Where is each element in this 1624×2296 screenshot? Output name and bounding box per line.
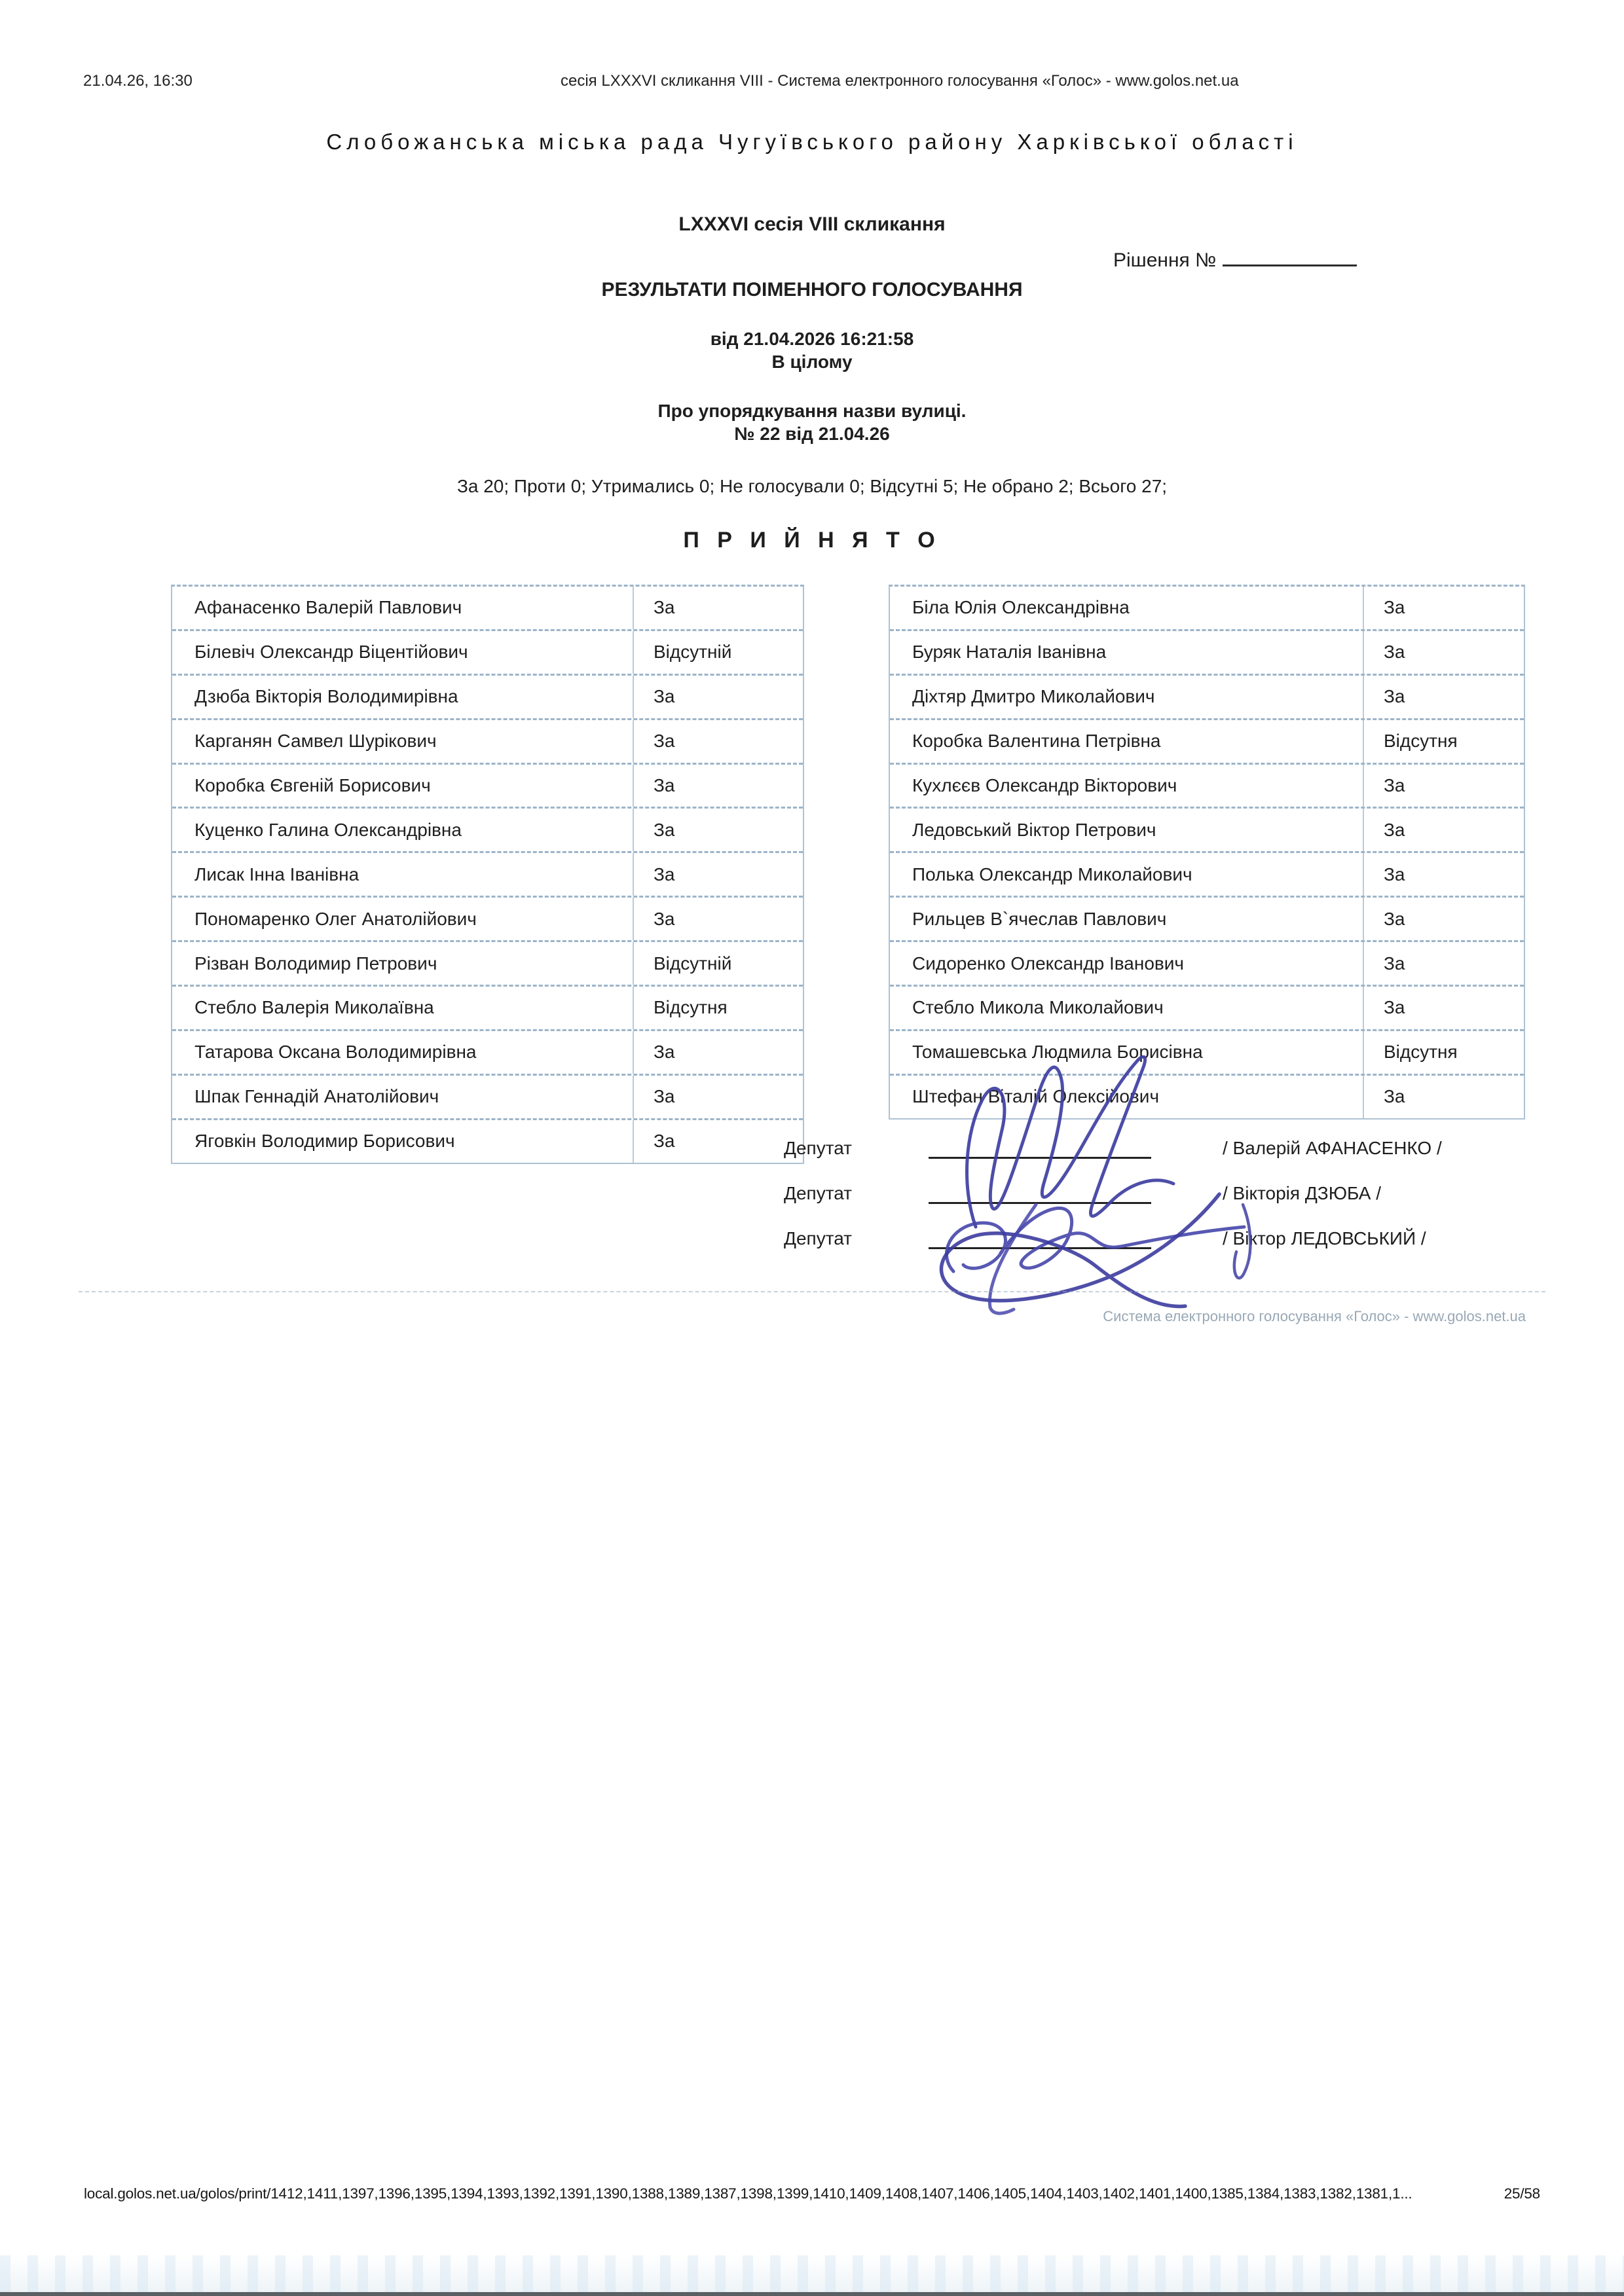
vote-totals: За 20; Проти 0; Утримались 0; Не голосували 0; Відсутні 5; Не обрано 2; Всього 27; (456, 476, 1168, 496)
deputy-name: Рильцев В`ячеслав Павлович (890, 898, 1364, 940)
signature-line (929, 1157, 1151, 1159)
deputy-name: Стебло Микола Миколайович (890, 987, 1364, 1029)
decision-number (1113, 245, 1357, 272)
deputy-name: Дзюба Вікторія Володимирівна (172, 676, 634, 718)
signature-block (0, 1133, 1624, 1268)
table-row (172, 763, 803, 807)
signatory-name: / Валерій АФАНАСЕНКО / (1223, 1138, 1442, 1158)
table-row (172, 587, 803, 629)
vote-value: За (654, 1086, 675, 1107)
table-row (172, 1029, 803, 1074)
vote-value: За (1384, 642, 1405, 663)
deputy-name: Штефан Віталій Олексійович (890, 1076, 1364, 1118)
vote-subject-number: № 22 від 21.04.26 (734, 424, 890, 444)
vote-value: За (1384, 908, 1405, 929)
page-number: 25/58 (1504, 2185, 1540, 2202)
vote-value: Відсутня (654, 997, 728, 1018)
table-row (172, 851, 803, 896)
table-row (172, 718, 803, 763)
vote-value: За (654, 819, 675, 840)
deputy-name: Біла Юлія Олександрівна (890, 587, 1364, 629)
table-row (172, 629, 803, 674)
table-row (172, 1074, 803, 1118)
deputy-name: Шпак Геннадій Анатолійович (172, 1076, 634, 1118)
decision-number-blank-line (1223, 245, 1357, 266)
vote-value: За (1384, 686, 1405, 707)
vote-table-left (171, 585, 804, 1164)
vote-value: Відсутня (1384, 731, 1458, 752)
print-datetime: 21.04.26, 16:30 (83, 72, 193, 90)
vote-value: За (654, 1131, 675, 1152)
session-title: LXXXVI сесія VIII скликання (678, 213, 946, 235)
deputy-name: Сидоренко Олександр Іванович (890, 942, 1364, 985)
deputy-name: Татарова Оксана Володимирівна (172, 1031, 634, 1074)
signature-row (0, 1178, 1624, 1223)
deputy-name: Буряк Наталія Іванівна (890, 631, 1364, 674)
signature-line (929, 1202, 1151, 1204)
vote-value: За (654, 1042, 675, 1063)
system-watermark: Система електронного голосування «Голос» - www.golos.net.ua (1103, 1308, 1526, 1324)
vote-value: За (654, 731, 675, 752)
signature-role-label: Депутат (784, 1138, 852, 1158)
vote-value: Відсутній (654, 953, 732, 974)
table-row (890, 807, 1524, 851)
deputy-name: Кухлєєв Олександр Вікторович (890, 765, 1364, 807)
table-row (172, 985, 803, 1029)
table-row (890, 896, 1524, 940)
page-footer (0, 2185, 1624, 2202)
signatory-name: / Вікторія ДЗЮБА / (1223, 1183, 1381, 1203)
signatory-name: / Віктор ЛЕДОВСЬКИЙ / (1223, 1228, 1426, 1248)
deputy-name: Яговкін Володимир Борисович (172, 1120, 634, 1163)
print-header-title: сесія LXXXVI скликання VIII - Система електронного голосування «Голос» - www.golos.net.ua (561, 72, 1239, 90)
table-row (172, 674, 803, 718)
deputy-name: Карганян Самвел Шурікович (172, 720, 634, 763)
vote-value: За (1384, 1086, 1405, 1107)
table-row (890, 1074, 1524, 1118)
decision-label: Рішення № (1113, 249, 1217, 271)
deputy-name: Білевіч Олександр Віцентійович (172, 631, 634, 674)
vote-subject: Про упорядкування назви вулиці. (657, 401, 967, 421)
vote-scope: В цілому (771, 352, 853, 372)
signature-row (0, 1223, 1624, 1268)
table-row (890, 940, 1524, 985)
vote-value: Відсутня (1384, 1042, 1458, 1063)
table-row (890, 587, 1524, 629)
scan-edge-artifact (0, 2255, 1624, 2296)
signature-role-label: Депутат (784, 1183, 852, 1203)
vote-value: За (1384, 997, 1405, 1018)
scan-artifact-line (79, 1291, 1545, 1292)
vote-value: Відсутній (654, 642, 732, 663)
vote-result: П Р И Й Н Я Т О (683, 528, 941, 553)
deputy-name: Коробка Євгеній Борисович (172, 765, 634, 807)
deputy-name: Полька Олександр Миколайович (890, 853, 1364, 896)
table-row (172, 940, 803, 985)
vote-value: За (1384, 819, 1405, 840)
signature-line (929, 1247, 1151, 1249)
table-row (890, 985, 1524, 1029)
vote-value: За (654, 908, 675, 929)
deputy-name: Різван Володимир Петрович (172, 942, 634, 985)
deputy-name: Ледовський Віктор Петрович (890, 809, 1364, 851)
signature-row (0, 1133, 1624, 1178)
vote-value: За (1384, 864, 1405, 884)
table-row (890, 629, 1524, 674)
footer-url: local.golos.net.ua/golos/print/1412,1411,1397,1396,1395,1394,1393,1392,1391,1390,1388,1389,1387,1398,1399,1410,1409,1408,1407,1406,1405,1404,1403,1402,1401,1400,1385,1384,1383,1382,1381,1... (84, 2185, 1412, 2202)
table-row (172, 896, 803, 940)
vote-datetime: від 21.04.2026 16:21:58 (710, 329, 914, 349)
vote-table-right (889, 585, 1525, 1120)
deputy-name: Куценко Галина Олександрівна (172, 809, 634, 851)
table-row (890, 674, 1524, 718)
vote-value: За (654, 597, 675, 618)
vote-value: За (1384, 775, 1405, 795)
vote-value: За (654, 775, 675, 795)
council-title: Слобожанська міська рада Чугуївського району Харківської області (326, 130, 1298, 154)
document-title: РЕЗУЛЬТАТИ ПОІМЕННОГО ГОЛОСУВАННЯ (601, 279, 1023, 301)
vote-value: За (1384, 597, 1405, 618)
vote-value: За (654, 686, 675, 707)
vote-value: За (654, 864, 675, 884)
table-row (890, 763, 1524, 807)
signature-role-label: Депутат (784, 1228, 852, 1248)
deputy-name: Лисак Інна Іванівна (172, 853, 634, 896)
deputy-name: Пономаренко Олег Анатолійович (172, 898, 634, 940)
deputy-name: Коробка Валентина Петрівна (890, 720, 1364, 763)
table-row (890, 1029, 1524, 1074)
deputy-name: Томашевська Людмила Борисівна (890, 1031, 1364, 1074)
deputy-name: Афанасенко Валерій Павлович (172, 587, 634, 629)
deputy-name: Стебло Валерія Миколаївна (172, 987, 634, 1029)
table-row (890, 718, 1524, 763)
deputy-name: Діхтяр Дмитро Миколайович (890, 676, 1364, 718)
table-row (172, 807, 803, 851)
vote-value: За (1384, 953, 1405, 974)
table-row (890, 851, 1524, 896)
